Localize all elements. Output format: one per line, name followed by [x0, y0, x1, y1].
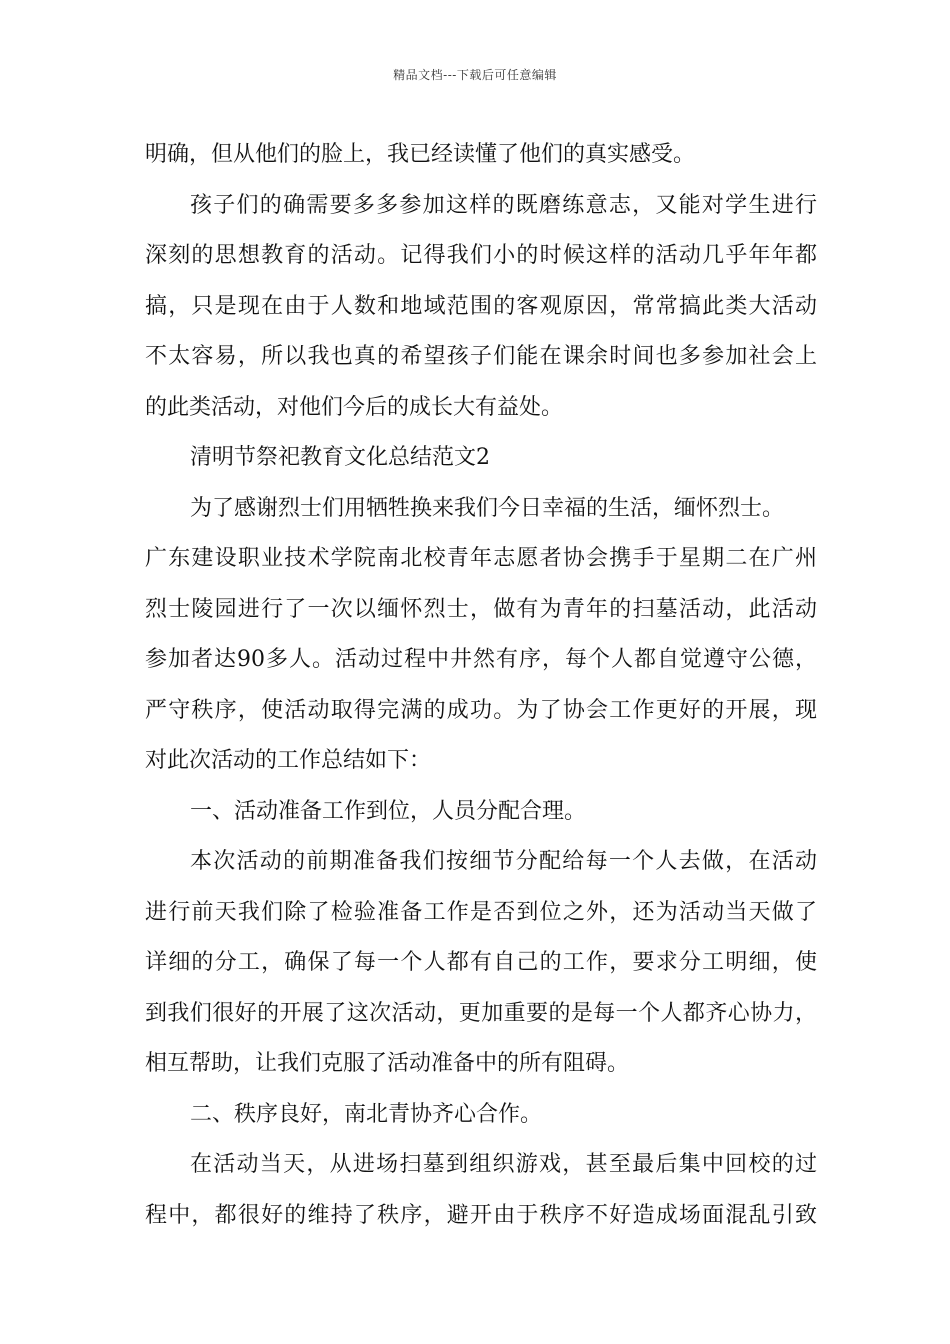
page-header: 精品文档---下载后可任意编辑: [393, 68, 557, 82]
section-title: 清明节祭祀教育文化总结范文2: [190, 445, 490, 470]
paragraph-line: 相互帮助，让我们克服了活动准备中的所有阻碍。: [145, 1051, 630, 1076]
paragraph-line: 详细的分工，确保了每一个人都有自己的工作，要求分工明细，使: [145, 950, 817, 975]
section-heading: 二、秩序良好，南北青协齐心合作。: [190, 1101, 543, 1127]
paragraph-line: 广东建设职业技术学院南北校青年志愿者协会携手于星期二在广州: [145, 546, 817, 571]
paragraph-line: 本次活动的前期准备我们按细节分配给每一个人去做，在活动: [190, 849, 817, 874]
paragraph-line: 的此类活动，对他们今后的成长大有益处。: [145, 394, 564, 420]
paragraph-line: 到我们很好的开展了这次活动，更加重要的是每一个人都齐心协力，: [145, 1000, 817, 1026]
paragraph-line: 为了感谢烈士们用牺牲换来我们今日幸福的生活，缅怀烈士。: [190, 495, 785, 521]
paragraph-line: 烈士陵园进行了一次以缅怀烈士，做有为青年的扫墓活动，此活动: [145, 596, 817, 622]
paragraph-line: 严守秩序，使活动取得完满的成功。为了协会工作更好的开展，现: [145, 697, 817, 723]
section-heading: 一、活动准备工作到位，人员分配合理。: [190, 798, 587, 824]
paragraph-line: 不太容易，所以我也真的希望孩子们能在课余时间也多参加社会上: [145, 344, 817, 369]
paragraph-line: 孩子们的确需要多多参加这样的既磨练意志，又能对学生进行: [190, 192, 817, 218]
paragraph-line: 深刻的思想教育的活动。记得我们小的时候这样的活动几乎年年都: [145, 243, 817, 268]
paragraph-line: 搞，只是现在由于人数和地域范围的客观原因，常常搞此类大活动: [145, 293, 817, 319]
paragraph-line: 参加者达90多人。活动过程中井然有序，每个人都自觉遵守公德，: [145, 647, 817, 672]
paragraph-line: 程中，都很好的维持了秩序，避开由于秩序不好造成场面混乱引致: [145, 1202, 817, 1228]
paragraph-line: 明确，但从他们的脸上，我已经读懂了他们的真实感受。: [145, 142, 696, 167]
paragraph-line: 在活动当天，从进场扫墓到组织游戏，甚至最后集中回校的过: [190, 1152, 817, 1177]
paragraph-line: 对此次活动的工作总结如下：: [145, 748, 432, 773]
document-body: [145, 130, 817, 1241]
paragraph-line: 进行前天我们除了检验准备工作是否到位之外，还为活动当天做了: [145, 899, 817, 925]
